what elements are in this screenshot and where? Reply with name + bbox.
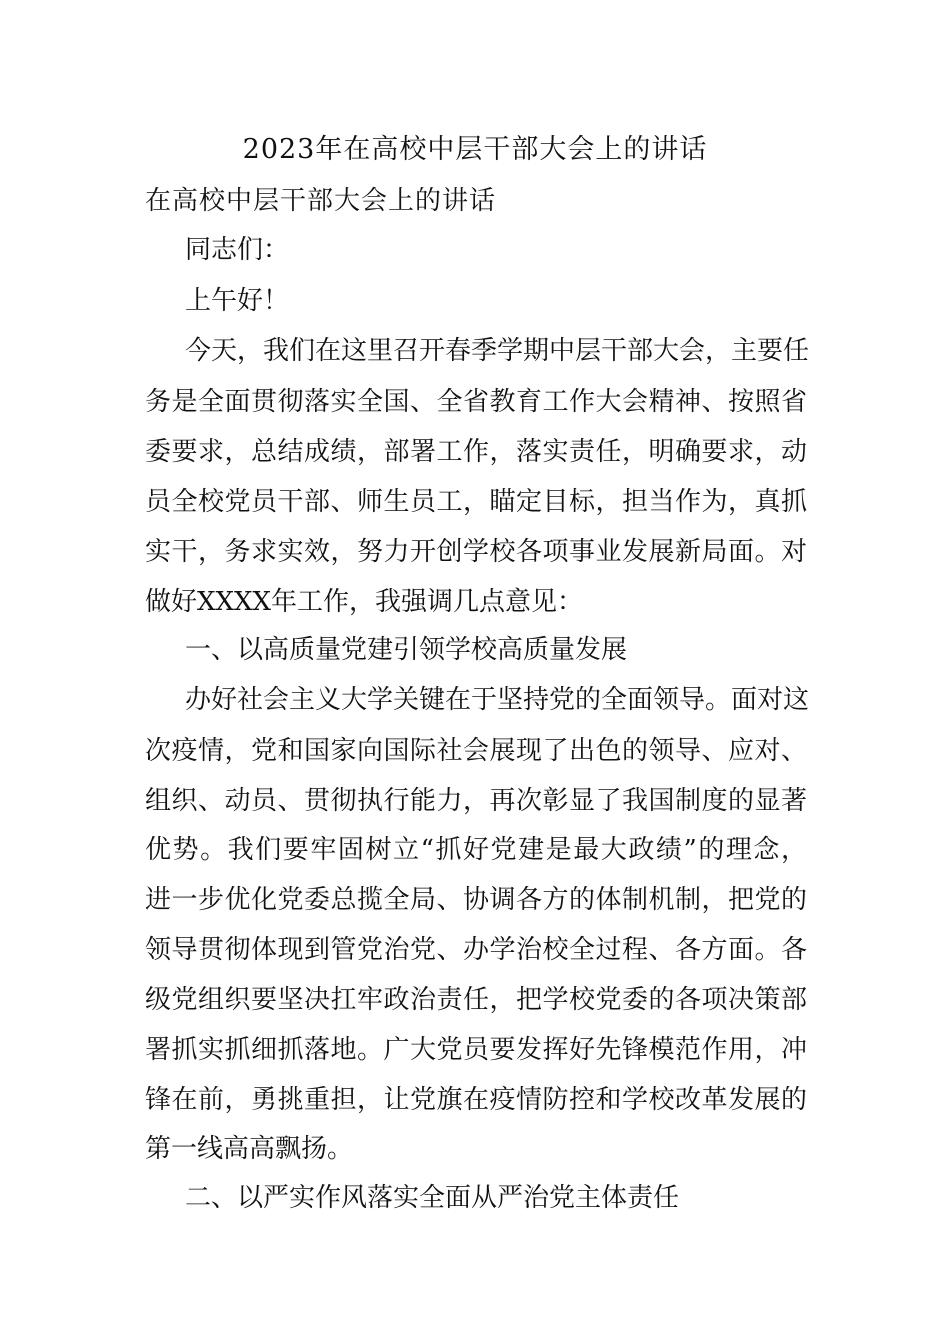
paragraph-2-line: 署抓实抓细抓落地。广大党员要发挥好先锋模范作用，冲 (145, 1035, 807, 1065)
paragraph-2-line: 组织、动员、贯彻执行能力，再次彰显了我国制度的显著 (145, 786, 807, 816)
greeting-good-morning: 上午好！ (185, 286, 290, 316)
paragraph-2-line: 第一线高高飘扬。 (145, 1134, 354, 1164)
paragraph-1-line: 务是全面贯彻落实全国、全省教育工作大会精神、按照省 (145, 387, 807, 417)
paragraph-2-line: 办好社会主义大学关键在于坚持党的全面领导。面对这 (185, 685, 810, 715)
paragraph-2-line: 次疫情，党和国家向国际社会展现了出色的领导、应对、 (145, 736, 807, 766)
document-title: 2023年在高校中层干部大会上的讲话 (242, 134, 708, 165)
section-heading-2: 二、以严实作风落实全面从严治党主体责任 (185, 1183, 680, 1213)
greeting-comrades: 同志们： (185, 235, 290, 265)
paragraph-2-line: 优势。我们要牢固树立“抓好党建是最大政绩”的理念， (145, 835, 807, 865)
paragraph-1-line: 委要求，总结成绩，部署工作，落实责任，明确要求，动 (145, 437, 807, 467)
document-subtitle: 在高校中层干部大会上的讲话 (145, 186, 497, 216)
paragraph-2-line: 级党组织要坚决扛牢政治责任，把学校党委的各项决策部 (145, 985, 807, 1015)
paragraph-2-line: 锋在前，勇挑重担，让党旗在疫情防控和学校改革发展的 (145, 1085, 807, 1115)
paragraph-1-line: 员全校党员干部、师生员工，瞄定目标，担当作为，真抓 (145, 487, 807, 517)
section-heading-1: 一、以高质量党建引领学校高质量发展 (185, 635, 628, 665)
paragraph-2-line: 进一步优化党委总揽全局、协调各方的体制机制，把党的 (145, 885, 807, 915)
paragraph-1-line: 今天，我们在这里召开春季学期中层干部大会，主要任 (185, 336, 810, 366)
paragraph-2-line: 领导贯彻体现到管党治党、办学治校全过程、各方面。各 (145, 935, 807, 965)
paragraph-1-line: 做好XXXX年工作，我强调几点意见： (145, 587, 584, 617)
paragraph-1-line: 实干，务求实效，努力开创学校各项事业发展新局面。对 (145, 537, 807, 567)
